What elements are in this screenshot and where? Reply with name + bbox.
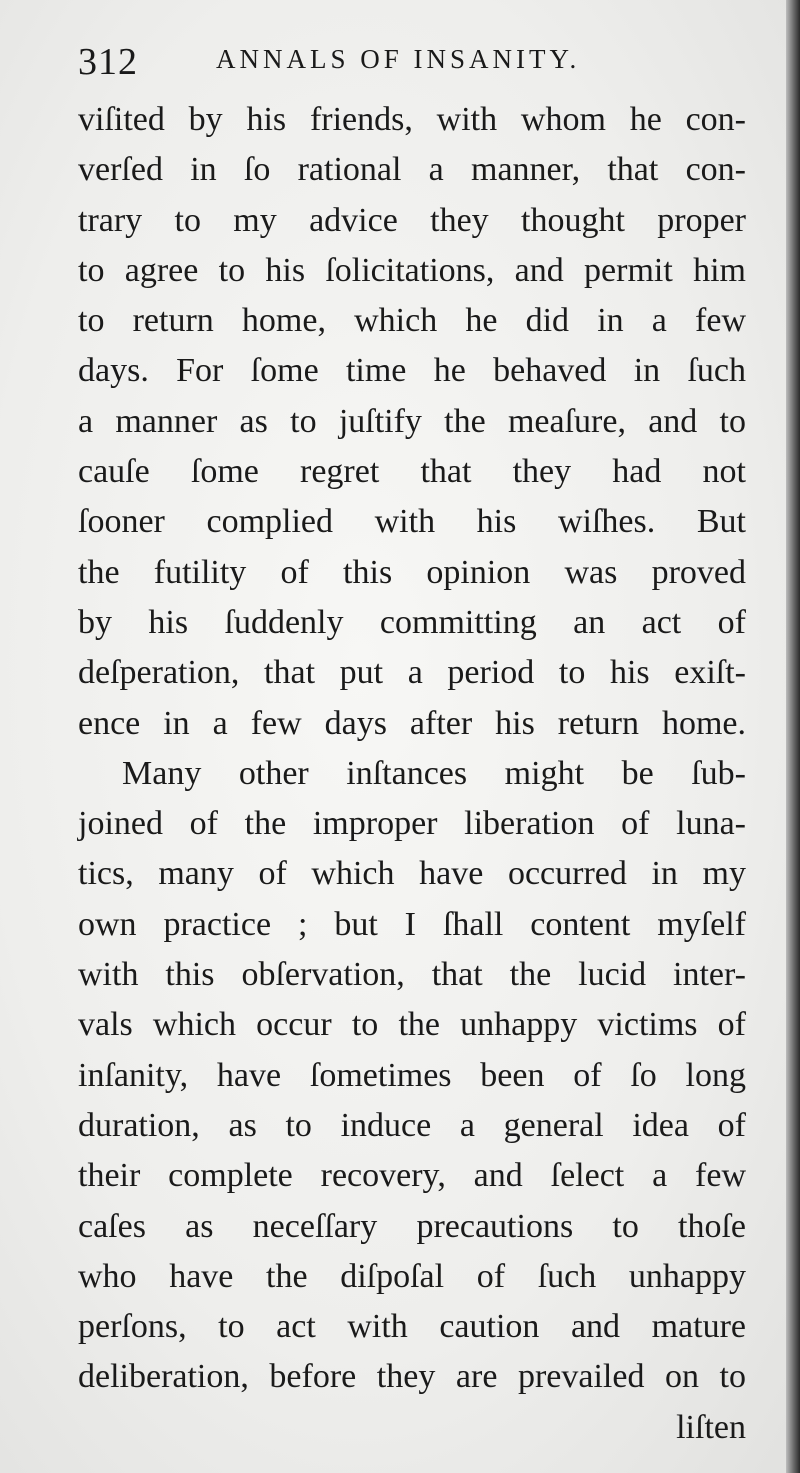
text-line: verſed in ſo rational a manner, that con- [78, 151, 746, 189]
page-number: 312 [78, 41, 138, 83]
text-line: a manner as to juſtify the meaſure, and to [78, 402, 746, 440]
text-line: joined of the improper liberation of luna- [78, 805, 746, 843]
body-text [78, 95, 746, 1453]
text-line: by his ſuddenly committing an act of [78, 603, 746, 641]
text-line: deſperation, that put a period to his exiſt- [78, 654, 746, 692]
text-line: own practice ; but I ſhall content myſelf [78, 905, 746, 943]
text-line: duration, as to induce a general idea of [78, 1106, 746, 1144]
text-line: cauſe ſome regret that they had not [78, 453, 746, 491]
catchword: liſten [676, 1408, 746, 1446]
running-head: ANNALS OF INSANITY. [216, 44, 581, 74]
text-line: ence in a few days after his return home. [78, 704, 746, 742]
book-spine-shadow [786, 0, 800, 1473]
text-line: deliberation, before they are prevailed on to [78, 1358, 746, 1396]
text-line: their complete recovery, and ſelect a few [78, 1157, 746, 1195]
text-line: who have the diſpoſal of ſuch unhappy [78, 1257, 746, 1295]
text-line: days. For ſome time he behaved in ſuch [78, 352, 746, 390]
text-line: vals which occur to the unhappy victims of [78, 1006, 746, 1044]
text-line: to agree to his ſolicitations, and permit him [78, 251, 746, 289]
text-line: the futility of this opinion was proved [78, 553, 746, 591]
text-line: viſited by his friends, with whom he con- [78, 101, 746, 138]
text-line: perſons, to act with caution and mature [78, 1308, 746, 1346]
text-line: with this obſervation, that the lucid inter- [78, 956, 746, 994]
text-line: to return home, which he did in a few [78, 302, 746, 340]
page-header [78, 30, 748, 90]
text-line: trary to my advice they thought proper [78, 201, 746, 239]
text-line: caſes as neceſſary precautions to thoſe [78, 1207, 746, 1245]
text-line: tics, many of which have occurred in my [78, 855, 746, 893]
paragraph-start-line: Many other inſtances might be ſub- [122, 754, 746, 792]
text-line: ſooner complied with his wiſhes. But [78, 503, 746, 541]
text-line: inſanity, have ſometimes been of ſo long [78, 1056, 746, 1094]
